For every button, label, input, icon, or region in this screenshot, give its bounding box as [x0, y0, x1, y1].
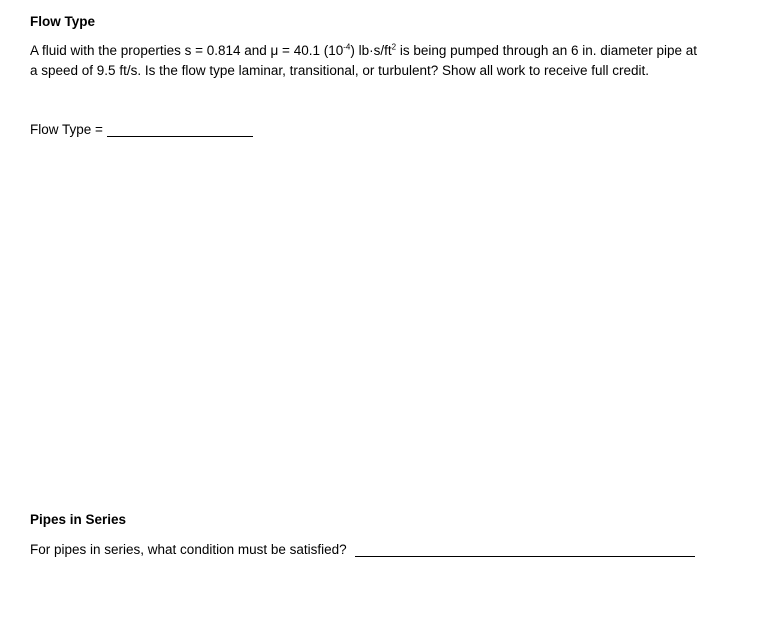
- prompt-exponent-2: 2: [391, 42, 397, 52]
- pipes-in-series-question: For pipes in series, what condition must be satisfied?: [30, 542, 347, 557]
- flow-type-answer-row: [30, 122, 253, 137]
- prompt-exponent-1: -4: [343, 42, 351, 52]
- flow-type-answer-label: Flow Type =: [30, 122, 103, 137]
- prompt-text-part-2: ) lb·s/ft: [350, 43, 392, 58]
- prompt-text-part-1: A fluid with the properties s = 0.814 and μ = 40.1 (10: [30, 43, 344, 58]
- pipes-in-series-heading: Pipes in Series: [30, 512, 127, 527]
- flow-type-answer-blank[interactable]: [107, 122, 253, 137]
- prompt-text-part-3: is being pumped through an 6 in. diameter pipe at: [396, 43, 698, 58]
- flow-type-prompt-line-2: a speed of 9.5 ft/s. Is the flow type laminar, transitional, or turbulent? Show all work to receive full credit.: [30, 63, 650, 78]
- pipes-in-series-question-row: [30, 542, 695, 557]
- flow-type-prompt: [30, 41, 730, 81]
- flow-type-prompt-line-1: [30, 41, 730, 61]
- pipes-in-series-answer-blank[interactable]: [355, 542, 695, 557]
- flow-type-heading: Flow Type: [30, 14, 96, 29]
